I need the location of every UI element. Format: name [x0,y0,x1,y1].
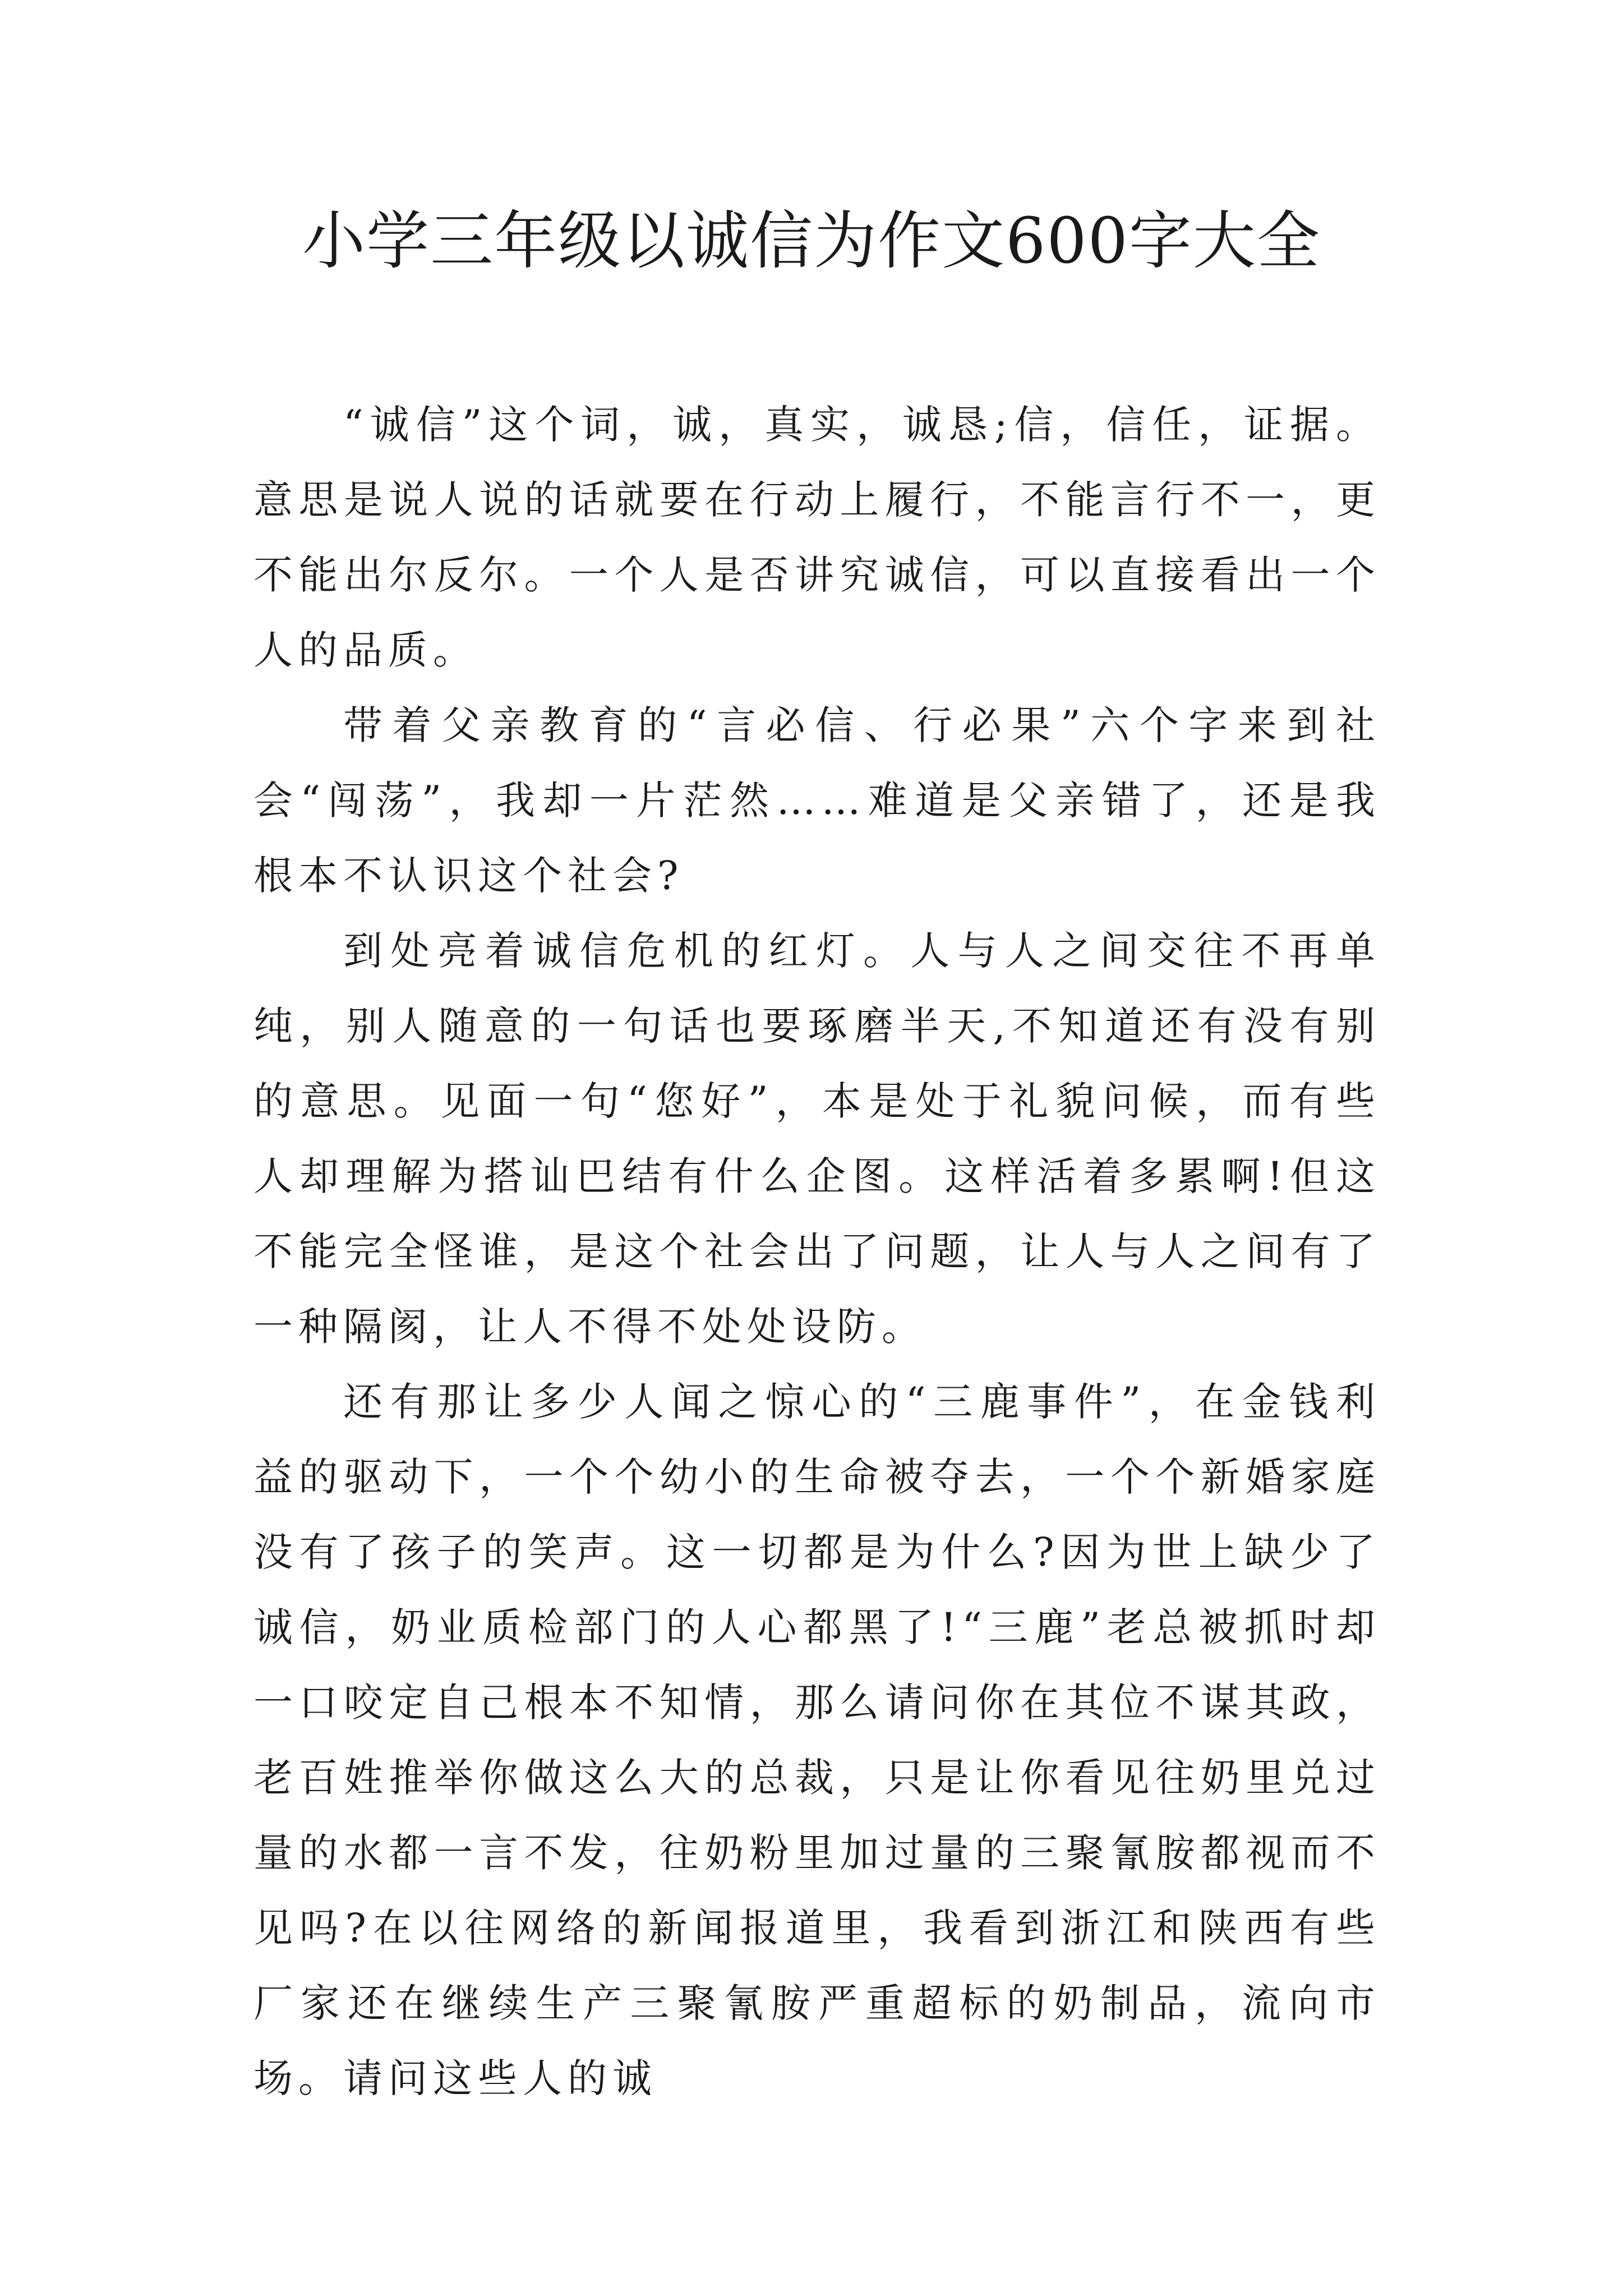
paragraph: 还有那让多少人闻之惊心的“三鹿事件”，在金钱利益的驱动下，一个个幼小的生命被夺去，一个个新婚家庭没有了孩子的笑声。这一切都是为什么?因为世上缺少了诚信，奶业质检部门的人心都黑了!“三鹿”老总被抓时却一口咬定自己根本不知情，那么请问你在其位不谋其政，老百姓推举你做这么大的总裁，只是让你看见往奶里兑过量的水都一言不发，往奶粉里加过量的三聚氰胺都视而不见吗?在以往网络的新闻报道里，我看到浙江和陕西有些厂家还在继续生产三聚氰胺严重超标的奶制品，流向市场。请问这些人的诚 [253,1379,1381,2101]
document-title: 小学三年级以诚信为作文600字大全 [302,205,1321,278]
document-body [253,387,1381,2116]
paragraph: 带着父亲教育的“言必信、行必果”六个字来到社会“闯荡”，我却一片茫然……难道是父亲错了，还是我根本不认识这个社会? [253,702,1381,899]
paragraph: “诚信”这个词，诚，真实，诚恳;信，信任，证据。意思是说人说的话就要在行动上履行，不能言行不一，更不能出尔反尔。一个人是否讲究诚信，可以直接看出一个人的品质。 [253,402,1381,673]
paragraph: 到处亮着诚信危机的红灯。人与人之间交往不再单纯，别人随意的一句话也要琢磨半天,不知道还有没有别的意思。见面一句“您好”，本是处于礼貌问候，而有些人却理解为搭讪巴结有什么企图。这样活着多累啊!但这不能完全怪谁，是这个社会出了问题，让人与人之间有了一种隔阂，让人不得不处处设防。 [253,928,1381,1350]
